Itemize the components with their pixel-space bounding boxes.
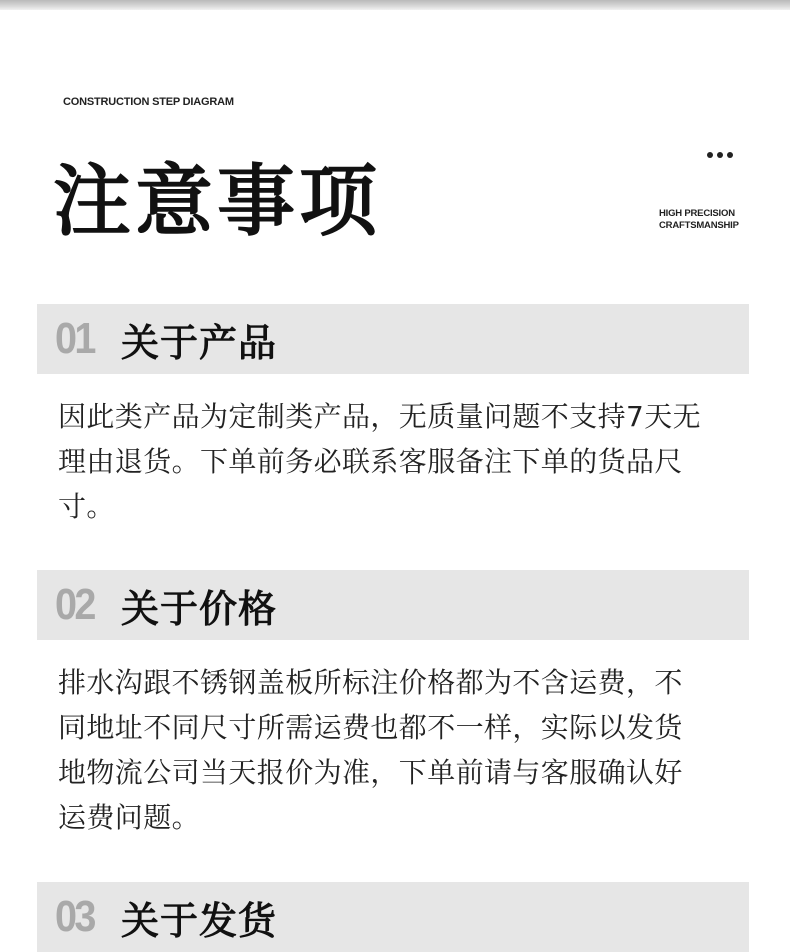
- tagline-line-2: CRAFTSMANSHIP: [659, 220, 739, 231]
- tagline: [659, 208, 739, 232]
- body-line: 运费问题。: [58, 801, 201, 834]
- more-dots-icon: [707, 152, 733, 158]
- body-line: 同地址不同尺寸所需运费也都不一样，实际以发货: [58, 711, 683, 744]
- section-body-02: [58, 660, 730, 840]
- section-header-01: [37, 304, 749, 374]
- section-header-03: [37, 882, 749, 952]
- body-line: 理由退货。下单前务必联系客服备注下单的货品尺: [58, 445, 683, 478]
- section-number: 03: [55, 892, 94, 941]
- section-title: 关于产品: [121, 320, 278, 365]
- body-line: 地物流公司当天报价为准，下单前请与客服确认好: [58, 756, 683, 789]
- tagline-line-1: HIGH PRECISION: [659, 208, 735, 219]
- body-line: 排水沟跟不锈钢盖板所标注价格都为不含运费，不: [58, 666, 683, 699]
- section-number: 01: [55, 314, 94, 363]
- page-title: 注意事项: [53, 157, 382, 247]
- section-body-01: [58, 394, 730, 529]
- body-line: 寸。: [58, 490, 115, 523]
- section-title: 关于发货: [121, 898, 278, 943]
- section-title: 关于价格: [121, 586, 278, 631]
- eyebrow-label: CONSTRUCTION STEP DIAGRAM: [63, 96, 234, 108]
- body-line: 因此类产品为定制类产品，无质量问题不支持7天无: [58, 400, 702, 433]
- section-number: 02: [55, 580, 94, 629]
- top-decorative-strip: [0, 0, 790, 10]
- section-header-02: [37, 570, 749, 640]
